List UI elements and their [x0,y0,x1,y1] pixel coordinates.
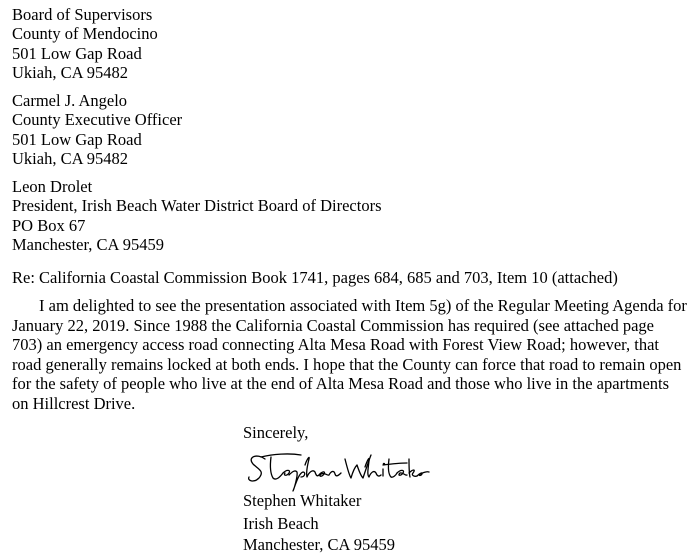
recipient-3-line-2: President, Irish Beach Water District Board of Directors [12,196,382,215]
recipient-3-line-1: Leon Drolet [12,177,93,196]
recipient-1-line-4: Ukiah, CA 95482 [12,63,128,82]
recipient-1-line-3: 501 Low Gap Road [12,44,142,63]
recipient-2-line-2: County Executive Officer [12,110,183,129]
recipient-2-line-1: Carmel J. Angelo [12,91,128,110]
signer-address: Manchester, CA 95459 [243,535,395,554]
closing-salutation: Sincerely, [243,423,309,442]
body-text: I am delighted to see the presentation associated with Item 5g) of the Regular Meeting Agenda for January 22, 2019. Since 1988 the California Coastal Commission has required (see attached page 703) an emergency access road connecting Alta Mesa Road with Forest View Road; however, that road generally remains locked at both ends. I hope that the County can force that road to remain open for the safety of people who live at the end of Alta Mesa Road and those who live in the apartments on Hillcrest Drive. [12,296,687,413]
recipient-1-line-2: County of Mendocino [12,24,158,43]
body-paragraph [12,296,687,414]
signer-city: Irish Beach [243,514,319,533]
handwritten-signature [243,445,433,495]
recipient-2-line-3: 501 Low Gap Road [12,130,142,149]
subject-line: Re: California Coastal Commission Book 1741, pages 684, 685 and 703, Item 10 (attached) [12,268,618,287]
recipient-3-line-4: Manchester, CA 95459 [12,235,164,254]
recipient-2-line-4: Ukiah, CA 95482 [12,149,128,168]
recipient-3-line-3: PO Box 67 [12,216,86,235]
signer-name: Stephen Whitaker [243,491,362,510]
recipient-1-line-1: Board of Supervisors [12,5,153,24]
